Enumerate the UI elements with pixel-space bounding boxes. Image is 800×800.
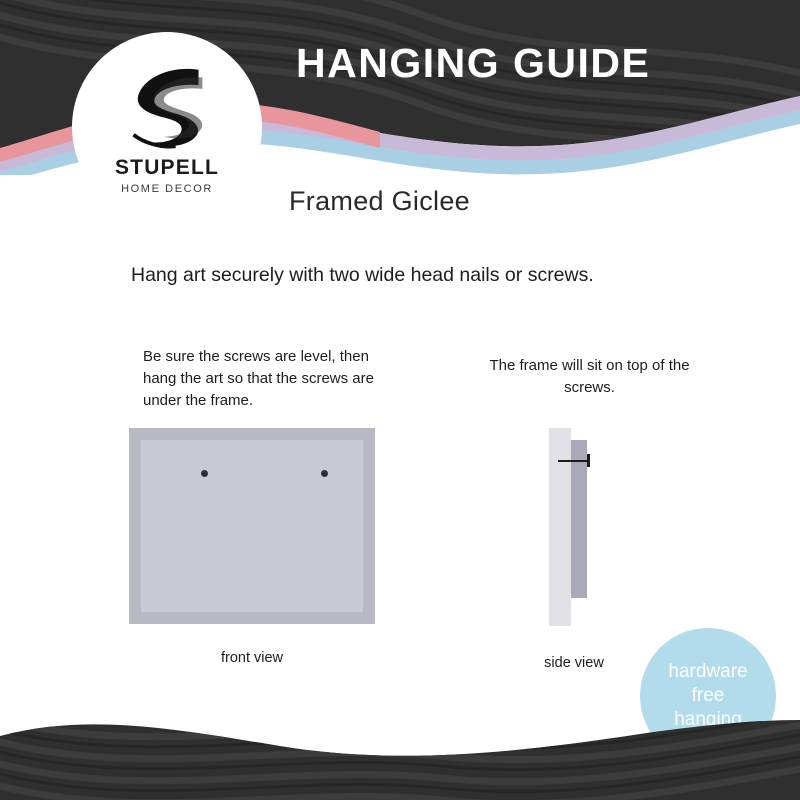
frame-inner-art [141, 440, 363, 612]
page-title: HANGING GUIDE [296, 40, 651, 86]
side-view-note: The frame will sit on top of the screws. [489, 357, 690, 396]
wall-surface [549, 428, 571, 626]
side-view-caption: side view [544, 655, 604, 671]
stupell-s-swoosh-icon [113, 64, 221, 150]
badge-line-2: free [691, 684, 725, 706]
side-view-diagram [549, 428, 599, 626]
brand-subtitle: HOME DECOR [121, 182, 213, 195]
brand-logo-badge [72, 32, 262, 222]
badge-line-3: hanging [674, 709, 742, 731]
screw-head-icon [587, 454, 590, 467]
badge-line-1: hardware [668, 660, 748, 682]
bottom-banner [0, 690, 800, 800]
product-title: Framed Giclee [289, 186, 470, 216]
screw-right-icon [321, 470, 328, 477]
frame-profile [571, 440, 587, 598]
screw-left-icon [201, 470, 208, 477]
instruction-lede: Hang art securely with two wide head nails or screws. [131, 264, 594, 286]
front-view-caption: front view [220, 650, 284, 666]
brand-name: STUPELL [114, 155, 220, 179]
front-view-diagram [129, 428, 375, 624]
front-view-note: Be sure the screws are level, then hang the art so that the screws are under the frame. [143, 348, 374, 409]
screw-shaft-icon [558, 460, 590, 462]
